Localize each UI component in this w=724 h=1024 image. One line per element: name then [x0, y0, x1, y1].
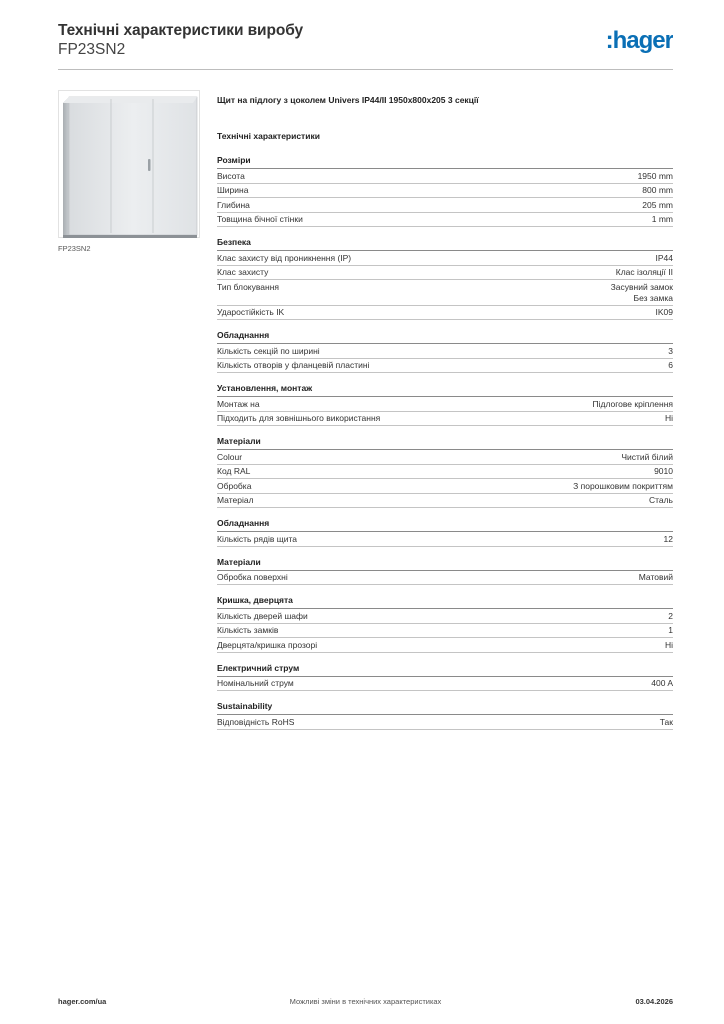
section-title: Кришка, дверцята [217, 595, 673, 609]
spec-value-line: 400 A [651, 678, 673, 688]
spec-section [217, 237, 673, 320]
spec-row [217, 213, 673, 228]
spec-value [668, 360, 673, 371]
spec-row [217, 571, 673, 586]
spec-label: Товщина бічної стінки [217, 214, 303, 224]
spec-row [217, 359, 673, 374]
spec-section [217, 330, 673, 373]
spec-row [217, 532, 673, 547]
spec-label: Відповідність RoHS [217, 716, 295, 727]
spec-row [217, 397, 673, 412]
spec-value [642, 185, 673, 196]
spec-label: Кількість замків [217, 625, 279, 635]
spec-value-line: 1 mm [651, 214, 673, 224]
spec-value [664, 534, 673, 545]
spec-section [217, 155, 673, 227]
spec-value-line: 3 [668, 345, 673, 356]
spec-value-line: З порошковим покриттям [573, 480, 673, 491]
specs-heading: Технічні характеристики [217, 131, 320, 141]
spec-row [217, 198, 673, 213]
spec-label: Кількість рядів щита [217, 533, 297, 544]
spec-value [638, 171, 673, 182]
spec-row [217, 266, 673, 281]
header-divider [58, 69, 673, 70]
spec-label: Підходить для зовнішнього використання [217, 413, 381, 423]
spec-row [217, 677, 673, 692]
spec-row [217, 169, 673, 184]
spec-value-line: Клас ізоляції II [615, 267, 673, 277]
spec-value-line: Так [659, 716, 673, 727]
spec-row [217, 280, 673, 306]
spec-value [616, 267, 673, 278]
spec-value [654, 466, 673, 477]
spec-value-line: 1 [668, 625, 673, 635]
footer-website: hager.com/ua [58, 997, 107, 1006]
section-title: Обладнання [217, 330, 673, 344]
spec-value-line: Без замка [633, 292, 673, 303]
footer-notice: Можливі зміни в технічних характеристиках [289, 997, 442, 1006]
spec-value [642, 200, 673, 211]
spec-value [668, 625, 673, 636]
spec-value [651, 678, 673, 689]
spec-row [217, 450, 673, 465]
product-description: Щит на підлогу з цоколем Univers IP44/II 1950x800x205 3 секції [217, 95, 479, 105]
spec-section [217, 518, 673, 547]
spec-row [217, 344, 673, 359]
spec-label: Кількість отворів у фланцевій пластині [217, 360, 370, 370]
spec-row [217, 638, 673, 653]
section-title: Безпека [217, 237, 673, 251]
spec-value-line: Сталь [648, 495, 673, 505]
spec-value [665, 640, 673, 651]
spec-value-line: Ні [664, 413, 673, 423]
spec-row [217, 184, 673, 199]
spec-section [217, 595, 673, 653]
spec-label: Клас захисту від проникнення (IP) [217, 252, 352, 263]
spec-value-line: IP44 [655, 252, 673, 263]
spec-row [217, 494, 673, 509]
spec-row [217, 715, 673, 730]
svg-text::hager: :hager [605, 27, 673, 53]
section-title: Електричний струм [217, 663, 673, 677]
document-title: Технічні характеристики виробу [58, 22, 303, 39]
spec-value-line: IK09 [655, 307, 673, 317]
spec-label: Монтаж на [217, 398, 260, 409]
spec-label: Обробка поверхні [217, 572, 288, 582]
spec-value-line: Засувний замок [610, 281, 673, 292]
spec-row [217, 465, 673, 480]
image-caption: FP23SN2 [58, 244, 91, 253]
spec-value-line: 205 mm [642, 199, 673, 210]
page-header [58, 22, 673, 70]
spec-row [217, 609, 673, 624]
spec-label: Глибина [217, 199, 250, 210]
spec-label: Кількість дверей шафи [217, 610, 308, 621]
spec-value [639, 572, 673, 583]
spec-value-line: Чистий білий [621, 451, 673, 462]
spec-label: Тип блокування [217, 281, 280, 292]
section-title: Обладнання [217, 518, 673, 532]
spec-row [217, 251, 673, 266]
spec-value [652, 214, 673, 225]
spec-value-line: 12 [663, 533, 673, 544]
spec-value [649, 495, 673, 506]
spec-section [217, 383, 673, 426]
spec-value [621, 452, 673, 463]
spec-section [217, 557, 673, 586]
spec-section [217, 701, 673, 730]
footer-date: 03.04.2026 [635, 997, 673, 1006]
spec-label: Клас захисту [217, 267, 269, 277]
spec-label: Ширина [217, 185, 249, 195]
spec-value-line: Ні [664, 639, 673, 650]
spec-value [656, 307, 674, 318]
spec-value-line: 6 [668, 360, 673, 370]
section-title: Установлення, монтаж [217, 383, 673, 397]
spec-value [660, 717, 673, 728]
spec-section [217, 663, 673, 692]
spec-row [217, 479, 673, 494]
spec-row [217, 624, 673, 639]
product-image [58, 90, 200, 238]
spec-value [668, 611, 673, 622]
spec-value-line: Підлогове кріплення [592, 398, 673, 409]
spec-section [217, 436, 673, 508]
section-title: Розміри [217, 155, 673, 169]
spec-value [611, 282, 673, 304]
spec-value-line: Матовий [638, 572, 673, 582]
spec-value-line: 2 [668, 610, 673, 621]
spec-value [668, 346, 673, 357]
spec-row [217, 412, 673, 427]
hager-logo [593, 27, 673, 53]
spec-value [656, 253, 674, 264]
spec-value-line: 9010 [654, 466, 673, 476]
section-title: Sustainability [217, 701, 673, 715]
spec-value [665, 413, 673, 424]
spec-value-line: 800 mm [642, 185, 673, 195]
section-title: Матеріали [217, 557, 673, 571]
spec-label: Номінальний струм [217, 678, 294, 688]
spec-value [573, 481, 673, 492]
spec-label: Дверцята/кришка прозорі [217, 639, 318, 650]
spec-value [592, 399, 673, 410]
spec-label: Кількість секцій по ширині [217, 345, 320, 356]
spec-sections [217, 155, 673, 730]
cabinet-illustration [59, 91, 201, 239]
spec-label: Colour [217, 451, 243, 462]
product-code: FP23SN2 [58, 41, 126, 58]
spec-label: Матеріал [217, 495, 254, 505]
section-title: Матеріали [217, 436, 673, 450]
spec-label: Обробка [217, 480, 252, 491]
spec-value-line: 1950 mm [637, 170, 673, 181]
spec-label: Ударостійкість IK [217, 307, 285, 317]
spec-label: Код RAL [217, 466, 251, 476]
spec-content [217, 95, 673, 730]
spec-row [217, 306, 673, 321]
spec-label: Висота [217, 170, 245, 181]
